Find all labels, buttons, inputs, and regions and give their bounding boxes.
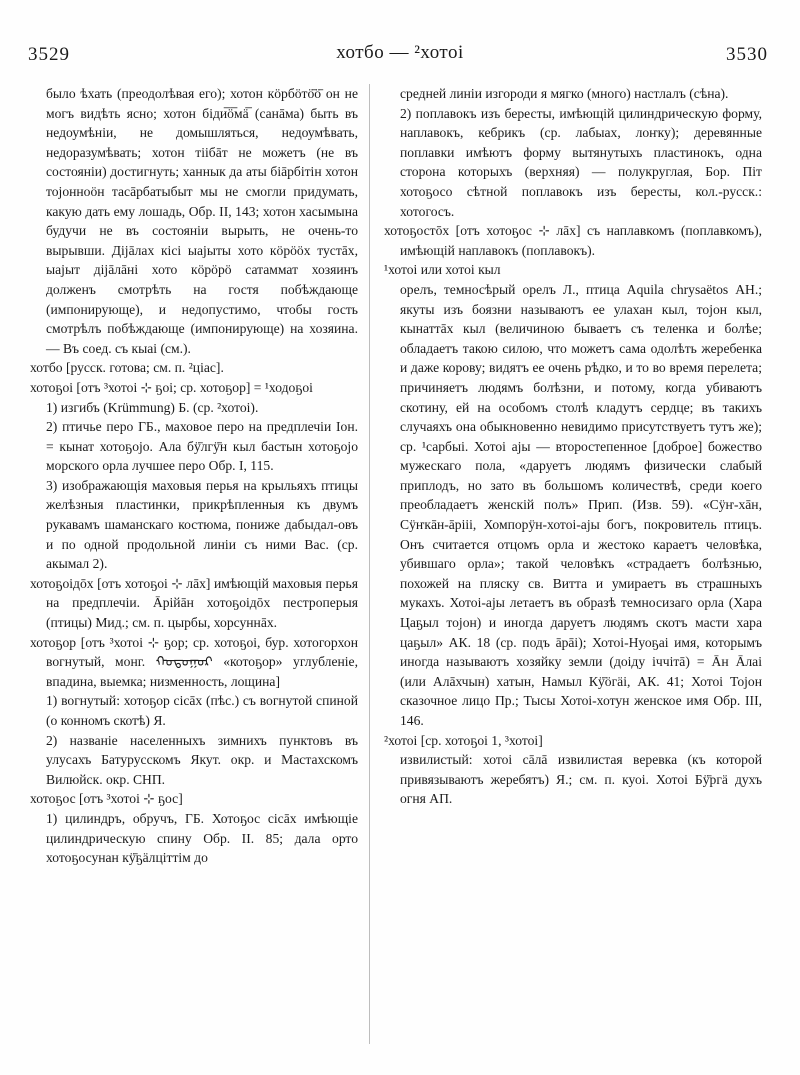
dictionary-headword-entry: хотоҕос [отъ ³хотоі ⊹ ҕос] — [30, 791, 183, 807]
dictionary-headword-entry: хотоҕоі [отъ ³хотоі ⊹ ҕоі; ср. хотоҕор] = ¹ходоҕоі — [30, 379, 313, 395]
right-column — [384, 84, 762, 809]
dictionary-paragraph: 2) птичье перо ГБ., маховое перо на предплечіи Іон. = кынат хотоҕојо. Ала бӱ̄лгӱ̄н кыл бастын хотоҕојо морского орла лучшее перо Обр. I, 115. — [46, 419, 358, 474]
dictionary-headword-entry: хотоҕор [отъ ³хотоі ⊹ ҕор; ср. хотоҕоі, бур. хотогорхон вогнутый, монг. ᠬᠣᠲᠣᠭᠣᠷ «котоҕор» углубленіе, впадина, выемка; низменность, лощина] — [30, 634, 358, 689]
left-column — [30, 84, 358, 868]
dictionary-headword-entry: хотоҕостōх [отъ хотоҕос ⊹ лāх] съ наплавкомъ (поплавкомъ), имѣющій наплавокъ (поплавокъ). — [384, 223, 762, 258]
column-divider — [369, 84, 370, 1044]
dictionary-headword-entry: хотоҕоідōх [отъ хотоҕоі ⊹ лāх] имѣющій маховыя перья на предплечіи. Āрійāн хотоҕоідōх пестроперыя (птицы) Мид.; см. п. цырбы, хорсуннāх. — [30, 575, 358, 631]
dictionary-paragraph: извилистый: хотоі сāлā извилистая веревка (къ которой привязываютъ жеребятъ) Я.; см. п. куоі. Хотоі Бӱ̄ргӓ духъ огня АП. — [400, 752, 762, 807]
dictionary-headword-entry: хотбо [русск. готова; см. п. ²ціас]. — [30, 360, 224, 376]
dictionary-paragraph: 3) изображающія маховыя перья на крыльяхъ птицы желѣзныя пластинки, прикрѣпленныя къ двумъ рукавамъ шаманскаго костюма, пониже дабыдал-овъ и по одной продольной линіи съ ними Вас. (ср. акымал 2). — [46, 477, 358, 572]
dictionary-paragraph: 2) поплавокъ изъ бересты, имѣющій цилиндрическую форму, наплавокъ, кебрикъ (ср. лабыах, лоҥку); деревянные поплавки имѣютъ форму вытянутыхъ пластинокъ, одна сторона которыхъ (верхняя) — полукруглая, Бор. Піт хотоҕосо сѣтной поплавокъ изъ бересты, кол.-русск.: хотогосъ. — [400, 105, 762, 219]
page-number-left: 3529 — [28, 44, 70, 65]
dictionary-paragraph: 1) вогнутый: хотоҕор сісāх (пѣс.) съ вогнутой спиной (о конномъ скотѣ) Я. — [46, 693, 358, 728]
dictionary-headword-entry: ¹хотоі или хотоі кыл — [384, 262, 501, 278]
dictionary-paragraph: 1) изгибъ (Krümmung) Б. (ср. ²хотоі). — [46, 399, 259, 415]
page-number-right: 3530 — [726, 44, 768, 65]
dictionary-paragraph: 1) цилиндръ, обручъ, ГБ. Хотоҕос сісāх имѣющіе цилиндрическую спину Обр. II. 85; дала орто хотоҕосунан кӱ̄ҕӓлціттім до — [46, 810, 358, 866]
dictionary-paragraph: было ѣхать (преодолѣвая его); хотон кöрбӧтӧ̄ӧ̄ он не могъ видѣть ясно; хотон біди̅ӧ̅мӓ̅ (санāма) быть въ недоумѣніи, не домышляться, недоумѣвать, недоразумѣвать; хотон тіібāт не можетъ (не въ состояніи) достигнуть; ханнык да аты біāрбітін хотон тоjонноӧн тасāрбатыбыт мы не смогли придумать, какую дать ему лошадь, Обр. II, 143; хотон хасымына будучи не въ состояніи вырыть, не очень-то вырывши. Діjāлах кісі ыаjыты хото кöрӧӧх тустāх, ыаjыт діjāлāні хото кöрӧрӧ сатаммат хозяинъ долженъ смотрѣть на гостя побѣждающе (импонирующе), и недопустимо, чтобы гость смотрѣлъ побѣждающе (импонирующе) на хозяина. — Въ соед. съ кыаі (см.). — [46, 86, 358, 356]
dictionary-paragraph: средней линіи изгороди я мягко (много) настлалъ (сѣна). — [400, 86, 729, 101]
dictionary-headword-entry: ²хотоі [ср. хотоҕоі 1, ³хотоі] — [384, 732, 543, 748]
dictionary-paragraph: 2) названіе населенныхъ зимнихъ пунктовъ въ улусахъ Батурусскомъ Якут. окр. и Мастахскомъ Вилюйск. окр. СНП. — [46, 732, 358, 787]
running-head: хотбо — ²хотоі — [336, 42, 464, 63]
dictionary-paragraph: орелъ, темносѣрый орелъ Л., птица Aquila chrysaëtos АН.; якуты изъ боязни называютъ ее улахан кыл, тојон кыл, кынаттāх кыл (величиною бываетъ съ теленка и болѣе; обладаетъ такою силою, что можетъ сама одолѣть жеребенка и даже корову; видятъ ее очень рѣдко, и то во время перелета; причиняетъ людямъ болѣзни, и потому, когда убиваютъ скотину, ей на особомъ столѣ кладутъ сердце; въ такихъ случаяхъ она обыкновенно невидимо присутствуетъ тутъ же); ср. ¹сарбыі. Хотоі аjы — второстепенное [доброе] божество мужескаго пола, «даруетъ людямъ физически слабый приплодъ, но зато въ большомъ количествѣ, среди коего преобладаетъ женскій полъ» Прип. (Изв. 59). «Сӱҥ-хāн, Сӱҥкāн-āрііі, Хомпорӱн-хотоі-аjы богъ, покровитель птицъ. Онъ считается отцомъ орла и жестоко караетъ человѣка, убившаго орла»; такой человѣкъ «страдаетъ болѣзнью, похожей на пляску св. Витта и умираетъ въ страшныхъ мукахъ. Хотоі-аjы летаетъ въ образѣ темносизаго орла (Хара Цаҕыл тојон) и иногда даруетъ людямъ скотъ масти хара цаҕыл» АК. 18 (ср. подъ āрāі); Хотоі-Нуоҕаі имя, которымъ иногда называютъ хозяйку земли (доіду іччітā) = Āн Āлаі (или Алāхчын) хатын, Намыл Кӱ̄ӧгӓі, АК. 41; Хотоі Тојон сказочное лицо Пр.; Тысы Хотоі-хотун женское имя Обр. III, 146. — [400, 281, 762, 728]
